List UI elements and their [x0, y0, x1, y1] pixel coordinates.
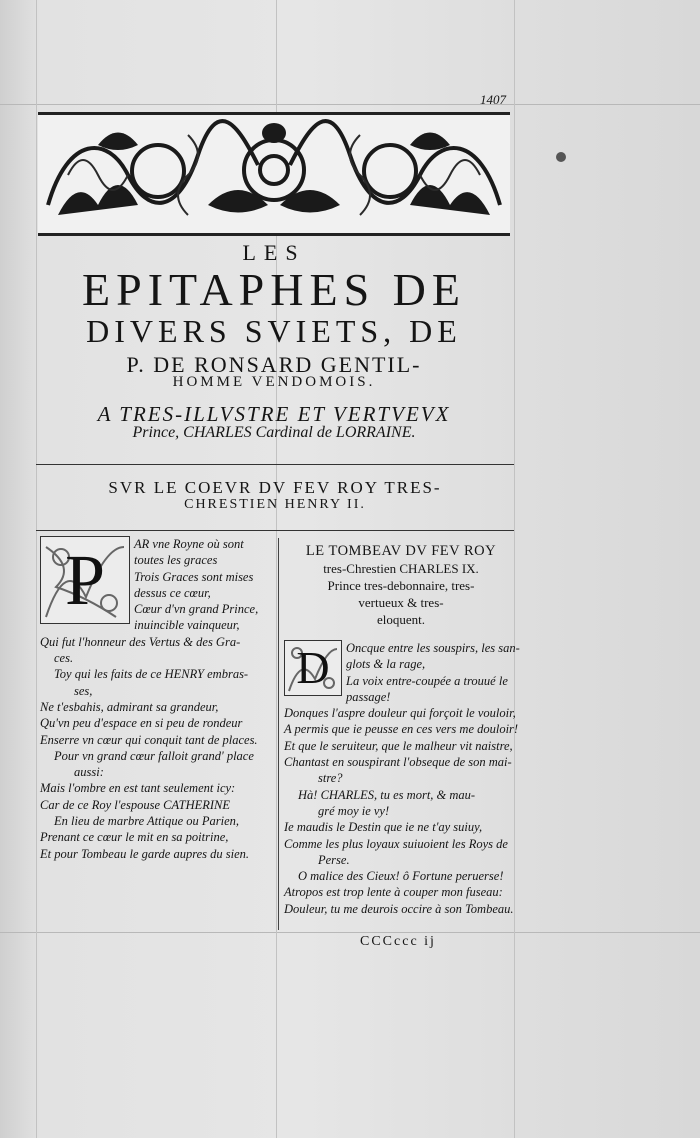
poem-line: Trois Graces sont mises — [134, 569, 254, 584]
poem-line: A permis que ie peusse en ces vers me douloir! — [284, 722, 519, 737]
poem-line: Ie maudis le Destin que ie ne t'ay suiuy, — [284, 820, 483, 835]
left-poem — [40, 536, 276, 862]
poem-line: Douleur, tu me deurois occire à son Tombeau. — [284, 901, 514, 916]
poem-line: Ne t'esbahis, admirant sa grandeur, — [40, 699, 219, 714]
horizontal-rule — [36, 530, 514, 531]
poem-line: La voix entre-coupée a trouué le — [346, 673, 508, 688]
scan-grid-line — [36, 0, 37, 1138]
poem-line: inuincible vainqueur, — [134, 618, 240, 633]
horizontal-rule — [36, 464, 514, 465]
poem-line: Et pour Tombeau le garde aupres du sien. — [40, 846, 250, 861]
poem-line: Prenant ce cœur le mit en sa poitrine, — [40, 830, 229, 845]
poem-line: Et que le seruiteur, que le malheur vit naistre, — [284, 738, 513, 753]
title-les: LES — [242, 240, 306, 265]
poem-line: Pour vn grand cœur falloit grand' place — [54, 748, 254, 763]
tombeau-heading-line: vertueux & tres- — [358, 595, 444, 610]
drop-cap-letter: P — [64, 540, 106, 620]
poem-line: Car de ce Roy l'espouse CATHERINE — [40, 797, 231, 812]
poem-line: aussi: — [74, 765, 104, 780]
poem-line: Hà! CHARLES, tu es mort, & mau- — [298, 787, 476, 802]
ink-spot — [556, 152, 566, 162]
tombeau-heading-line: eloquent. — [376, 612, 425, 627]
poem-line: Toy qui les faits de ce HENRY embras- — [54, 667, 249, 682]
poem-line: stre? — [318, 771, 343, 786]
tombeau-body — [284, 640, 518, 917]
section-title-line-2: CHRESTIEN HENRY II. — [184, 497, 366, 512]
poem-line: O malice des Cieux! ô Fortune peruerse! — [298, 869, 504, 884]
poem-line: ces. — [54, 651, 74, 666]
dedication-line-1: A TRES-ILLVSTRE ET VERTVEVX — [97, 402, 451, 426]
title-divers: DIVERS SVIETS, DE — [86, 313, 462, 349]
poem-line: dessus ce cœur, — [134, 585, 211, 600]
right-poem — [284, 540, 518, 917]
tombeau-heading-line: tres-Chrestien CHARLES IX. — [323, 561, 479, 576]
poem-line: Enserre vn cœur qui conquit tant de places. — [40, 732, 258, 747]
poem-line: Oncque entre les souspirs, les san- — [346, 641, 520, 655]
poem-line: passage! — [346, 689, 391, 704]
scan-grid-line — [0, 104, 700, 105]
drop-cap — [40, 536, 130, 624]
tombeau-heading — [284, 542, 518, 628]
decorative-headpiece — [38, 112, 510, 236]
page-number: 1407 — [480, 92, 506, 107]
tombeau-heading-line: Prince tres-debonnaire, tres- — [327, 578, 475, 593]
poem-line: Qu'vn peu d'espace en si peu de rondeur — [40, 716, 243, 731]
poem-line: Donques l'aspre douleur qui forçoit le vouloir, — [284, 706, 516, 721]
poem-line: Cœur d'vn grand Prince, — [134, 602, 259, 617]
poem-line: Chantast en souspirant l'obseque de son mai- — [284, 755, 512, 770]
poem-line: ses, — [74, 683, 93, 698]
section-title-line-1: SVR LE COEVR DV FEV ROY TRES- — [108, 478, 442, 497]
poem-line: Perse. — [318, 852, 350, 867]
title-author-continued: HOMME VENDOMOIS. — [172, 374, 376, 390]
poem-line: Qui fut l'honneur des Vertus & des Gra- — [40, 634, 241, 649]
poem-line: En lieu de marbre Attique ou Parien, — [54, 814, 240, 829]
tombeau-heading-line: LE TOMBEAV DV FEV ROY — [305, 543, 497, 559]
poem-line: AR vne Royne où sont — [134, 537, 244, 551]
scan-grid-line — [0, 932, 700, 933]
title-epitaphes: EPITAPHES DE — [82, 264, 466, 315]
drop-cap-letter: D — [296, 642, 330, 693]
poem-line: gré moy ie vy! — [318, 803, 390, 818]
poem-line: toutes les graces — [134, 553, 218, 568]
title-author: P. DE RONSARD GENTIL- — [126, 352, 422, 377]
poem-line: glots & la rage, — [346, 657, 426, 672]
column-divider — [278, 538, 279, 930]
poem-line: Mais l'ombre en est tant seulement icy: — [40, 781, 236, 796]
dedication-line-2: Prince, CHARLES Cardinal de LORRAINE. — [132, 424, 416, 441]
poem-line: Atropos est trop lente à couper mon fuseau: — [284, 885, 503, 900]
poem-line: Comme les plus loyaux suiuoient les Roys de — [284, 836, 508, 851]
drop-cap — [284, 640, 342, 696]
printer-signature: CCCccc ij — [360, 934, 436, 949]
